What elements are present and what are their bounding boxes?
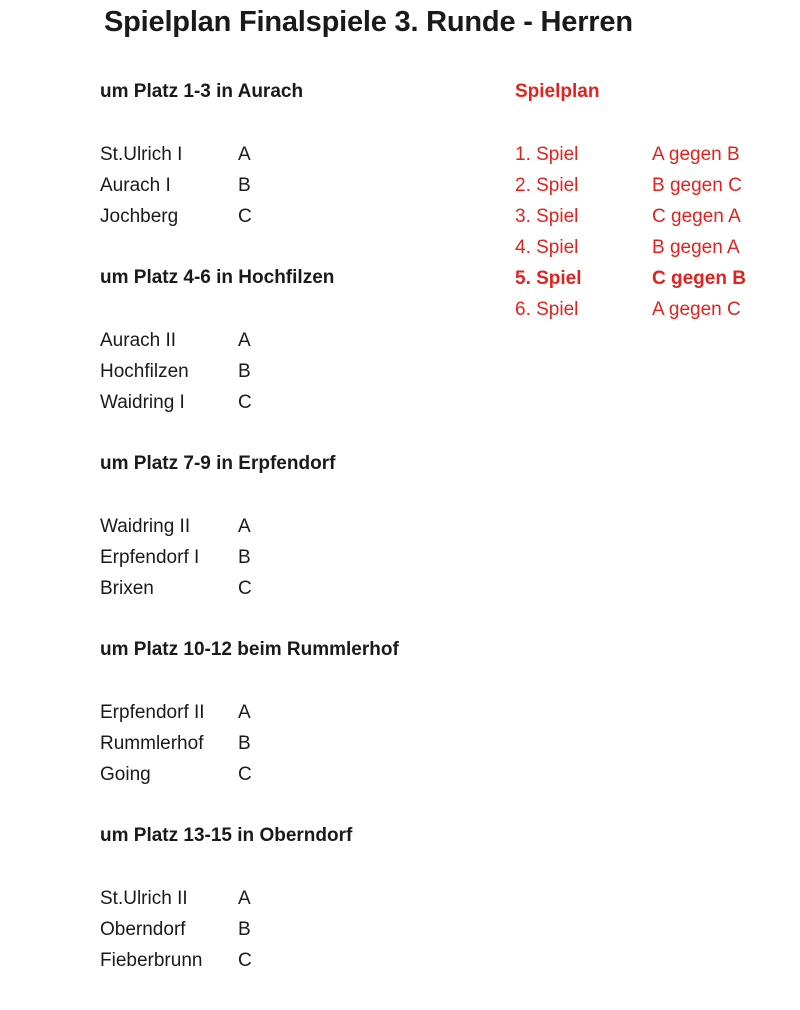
match-label: 2. Spiel (515, 175, 579, 196)
team-row (100, 139, 500, 170)
team-code: A (238, 702, 251, 723)
match-label: 6. Spiel (515, 299, 579, 320)
team-row (100, 573, 500, 604)
team-name: Waidring I (100, 392, 185, 413)
team-code: C (238, 578, 252, 599)
schedule-panel (515, 77, 785, 325)
team-row (100, 945, 500, 976)
team-name: Oberndorf (100, 919, 186, 940)
team-row (100, 387, 500, 418)
match-row (515, 294, 785, 325)
team-code: C (238, 392, 252, 413)
team-name: Fieberbrunn (100, 950, 203, 971)
team-name: Aurach I (100, 175, 171, 196)
team-name: Erpfendorf II (100, 702, 205, 723)
match-label: 1. Spiel (515, 144, 579, 165)
group-heading: um Platz 1-3 in Aurach (100, 81, 304, 102)
group-platz-13-15 (100, 821, 500, 976)
team-list (100, 325, 500, 418)
match-pairing: A gegen B (652, 144, 740, 165)
team-code: A (238, 888, 251, 909)
team-code: C (238, 950, 252, 971)
match-label: 5. Spiel (515, 268, 582, 289)
team-row (100, 201, 500, 232)
group-platz-7-9 (100, 449, 500, 604)
match-pairing: C gegen B (652, 268, 746, 289)
schedule-heading: Spielplan (515, 81, 600, 102)
team-code: B (238, 547, 251, 568)
team-code: A (238, 330, 251, 351)
team-list (100, 511, 500, 604)
match-pairing: C gegen A (652, 206, 741, 227)
team-list (100, 883, 500, 976)
team-code: A (238, 516, 251, 537)
match-row (515, 201, 785, 232)
group-heading: um Platz 4-6 in Hochfilzen (100, 267, 335, 288)
team-row (100, 170, 500, 201)
team-code: B (238, 361, 251, 382)
team-list (100, 139, 500, 232)
team-code: C (238, 764, 252, 785)
team-row (100, 325, 500, 356)
team-name: St.Ulrich II (100, 888, 188, 909)
group-platz-10-12 (100, 635, 500, 790)
team-code: B (238, 175, 251, 196)
group-platz-4-6 (100, 263, 500, 418)
match-list (515, 139, 785, 325)
group-heading: um Platz 13-15 in Oberndorf (100, 825, 353, 846)
team-name: Rummlerhof (100, 733, 204, 754)
team-name: Hochfilzen (100, 361, 189, 382)
team-name: Jochberg (100, 206, 179, 227)
team-name: Aurach II (100, 330, 177, 351)
team-row (100, 697, 500, 728)
team-list (100, 697, 500, 790)
team-row (100, 511, 500, 542)
match-pairing: B gegen C (652, 175, 742, 196)
team-row (100, 542, 500, 573)
team-name: St.Ulrich I (100, 144, 183, 165)
team-name: Brixen (100, 578, 154, 599)
team-name: Erpfendorf I (100, 547, 200, 568)
team-row (100, 914, 500, 945)
team-row (100, 728, 500, 759)
match-pairing: A gegen C (652, 299, 741, 320)
team-name: Going (100, 764, 151, 785)
page-title: Spielplan Finalspiele 3. Runde - Herren (104, 6, 633, 38)
team-code: A (238, 144, 251, 165)
match-row (515, 232, 785, 263)
match-label: 3. Spiel (515, 206, 579, 227)
match-row (515, 139, 785, 170)
team-row (100, 356, 500, 387)
team-code: C (238, 206, 252, 227)
match-row-highlighted (515, 263, 785, 294)
match-label: 4. Spiel (515, 237, 579, 258)
group-heading: um Platz 7-9 in Erpfendorf (100, 453, 336, 474)
match-pairing: B gegen A (652, 237, 740, 258)
match-row (515, 170, 785, 201)
team-name: Waidring II (100, 516, 191, 537)
team-code: B (238, 919, 251, 940)
team-row (100, 759, 500, 790)
team-code: B (238, 733, 251, 754)
team-row (100, 883, 500, 914)
group-heading: um Platz 10-12 beim Rummlerhof (100, 639, 399, 660)
group-platz-1-3 (100, 77, 500, 232)
